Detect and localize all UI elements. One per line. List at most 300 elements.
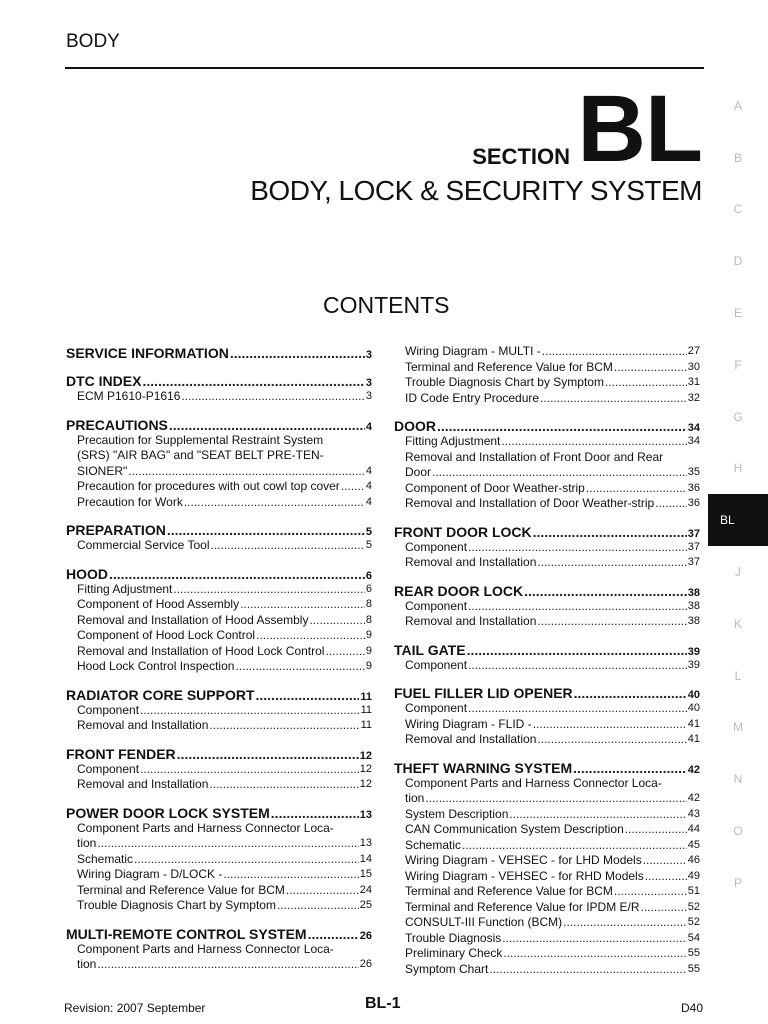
- toc-entry[interactable]: [405, 658, 700, 674]
- toc-entry[interactable]: [405, 701, 700, 717]
- toc-entry-title: Commercial Service Tool: [77, 538, 210, 552]
- toc-entry[interactable]: [405, 791, 700, 807]
- toc-page-number: 38: [687, 586, 700, 599]
- toc-entry[interactable]: [405, 838, 700, 854]
- toc-page-number: 52: [687, 900, 700, 913]
- dot-leader: [509, 807, 686, 823]
- section-tab-o[interactable]: O: [733, 824, 743, 839]
- header-label: BODY: [66, 31, 120, 52]
- toc-section-heading[interactable]: [66, 415, 372, 433]
- toc-entry[interactable]: [405, 822, 700, 838]
- toc-page-number: 25: [359, 899, 372, 911]
- toc-entry[interactable]: [77, 597, 372, 613]
- toc-section: [66, 343, 372, 361]
- toc-entry-title: Removal and Installation: [77, 777, 209, 791]
- toc-entry[interactable]: [405, 884, 700, 900]
- toc-entry[interactable]: [405, 599, 700, 615]
- toc-section: [66, 564, 372, 675]
- dot-leader: [573, 760, 687, 776]
- dot-leader: [235, 659, 364, 675]
- toc-entry[interactable]: [405, 465, 700, 481]
- toc-entry[interactable]: [77, 613, 372, 629]
- toc-entry-text-line: Component Parts and Harness Connector Loca-: [77, 820, 334, 835]
- toc-page-number: 6: [365, 569, 372, 582]
- toc-entry[interactable]: [77, 703, 372, 719]
- section-code: BL: [577, 76, 702, 182]
- dot-leader: [184, 495, 365, 511]
- toc-right-column: [394, 344, 700, 977]
- toc-entry[interactable]: [77, 898, 372, 914]
- toc-entry-title: Component: [77, 761, 140, 776]
- dot-leader: [537, 732, 686, 748]
- section-tab-e[interactable]: E: [733, 306, 742, 321]
- toc-page-number: 24: [359, 883, 372, 896]
- toc-section-heading[interactable]: [66, 564, 372, 582]
- dot-leader: [574, 685, 687, 701]
- dot-leader: [537, 614, 686, 630]
- toc-page-number: 11: [360, 690, 372, 703]
- header-rule: [65, 67, 704, 69]
- toc-entry-title: Component of Hood Assembly: [77, 597, 240, 611]
- toc-section-title: PRECAUTIONS: [66, 416, 168, 433]
- toc-page-number: 26: [359, 929, 372, 942]
- toc-section-title: MULTI-REMOTE CONTROL SYSTEM: [66, 925, 307, 942]
- toc-page-number: 40: [687, 689, 700, 701]
- toc-entry[interactable]: [405, 807, 700, 823]
- toc-page-number: 3: [365, 377, 372, 389]
- toc-entry-title: Component: [405, 598, 468, 613]
- toc-entry[interactable]: [77, 867, 372, 883]
- section-tab-j[interactable]: J: [735, 565, 741, 580]
- section-title: BODY, LOCK & SECURITY SYSTEM: [250, 175, 702, 206]
- toc-entry-title: Trouble Diagnosis Chart by Symptom: [405, 375, 604, 389]
- toc-entry[interactable]: [405, 946, 700, 962]
- toc-page-number: 30: [687, 360, 700, 373]
- dot-leader: [625, 822, 687, 838]
- toc-page-number: 14: [359, 852, 372, 865]
- toc-page-number: 41: [687, 717, 700, 730]
- toc-entry[interactable]: [405, 344, 700, 360]
- toc-page-number: 43: [687, 807, 700, 820]
- toc-section: [394, 416, 700, 512]
- toc-page-number: 5: [365, 539, 372, 551]
- dot-leader: [468, 540, 687, 556]
- dot-leader: [271, 805, 359, 821]
- section-tab-n[interactable]: N: [733, 772, 743, 787]
- dot-leader: [240, 597, 365, 613]
- toc-section: [66, 924, 372, 973]
- toc-page-number: 27: [687, 345, 700, 357]
- toc-section-heading[interactable]: [66, 744, 372, 762]
- toc-entry-title: Component: [405, 539, 468, 554]
- toc-section: [394, 640, 700, 674]
- toc-page-number: 42: [687, 763, 700, 776]
- toc-section: [66, 415, 372, 511]
- dot-leader: [645, 869, 687, 885]
- dot-leader: [325, 644, 364, 660]
- toc-section-heading[interactable]: [66, 803, 372, 821]
- toc-section-heading[interactable]: [66, 924, 372, 942]
- section-tab-c[interactable]: C: [733, 202, 743, 217]
- dot-leader: [308, 926, 359, 942]
- toc-page-number: 37: [687, 527, 700, 540]
- dot-leader: [277, 898, 359, 914]
- section-tab-m[interactable]: M: [733, 720, 743, 735]
- toc-section: [66, 803, 372, 914]
- toc-entry-title: Removal and Installation: [405, 614, 537, 628]
- dot-leader: [140, 762, 359, 778]
- toc-entry-title: Removal and Installation: [405, 732, 537, 746]
- toc-entry[interactable]: [405, 900, 700, 916]
- dot-leader: [467, 642, 687, 658]
- toc-entry[interactable]: [405, 496, 700, 512]
- toc-entry-title: tion: [77, 836, 97, 850]
- toc-left-column: [66, 343, 372, 973]
- dot-leader: [533, 524, 687, 540]
- toc-entry[interactable]: [77, 479, 372, 495]
- toc-page-number: 34: [687, 435, 700, 447]
- toc-entry[interactable]: [405, 540, 700, 556]
- toc-page-number: 12: [359, 778, 372, 790]
- toc-entry[interactable]: [405, 360, 700, 376]
- toc-section-title: FRONT FENDER: [66, 745, 176, 762]
- toc-entry[interactable]: [405, 614, 700, 630]
- toc-entry-text-line: Precaution for Supplemental Restraint System: [77, 432, 324, 447]
- toc-page-number: 9: [365, 660, 372, 672]
- toc-entry[interactable]: [77, 582, 372, 598]
- toc-entry-title: Component: [405, 701, 468, 715]
- toc-page-number: 46: [687, 854, 700, 866]
- toc-section-title: DTC INDEX: [66, 373, 142, 389]
- toc-section-heading[interactable]: [394, 758, 700, 776]
- dot-leader: [256, 628, 365, 644]
- section-tab-h[interactable]: H: [733, 461, 743, 476]
- toc-entry-title: Component of Hood Lock Control: [77, 628, 256, 642]
- toc-entry-title: Schematic: [77, 851, 134, 866]
- toc-entry-title: tion: [77, 957, 97, 971]
- dot-leader: [341, 479, 365, 495]
- dot-leader: [256, 687, 360, 703]
- section-tab-p[interactable]: P: [733, 875, 742, 890]
- dot-leader: [614, 884, 687, 900]
- toc-page-number: 8: [365, 598, 372, 610]
- section-tab-l[interactable]: L: [734, 668, 742, 683]
- toc-page-number: 55: [687, 962, 700, 975]
- toc-entry[interactable]: [405, 481, 700, 497]
- toc-page-number: 13: [359, 837, 372, 849]
- toc-section-title: REAR DOOR LOCK: [394, 582, 524, 599]
- toc-section: [66, 744, 372, 793]
- toc-entry[interactable]: [405, 869, 700, 885]
- dot-leader: [223, 867, 358, 883]
- toc-entry-title: tion: [405, 791, 425, 805]
- toc-entry-title: Wiring Diagram - VEHSEC - for RHD Models: [405, 868, 644, 883]
- toc-page-number: 37: [687, 556, 700, 568]
- toc-page-number: 11: [360, 719, 372, 731]
- dot-leader: [462, 838, 687, 854]
- toc-page-number: 4: [365, 420, 372, 433]
- toc-entry[interactable]: [77, 628, 372, 644]
- section-tab-d[interactable]: D: [733, 254, 743, 269]
- toc-entry[interactable]: [405, 732, 700, 748]
- toc-page-number: 3: [365, 349, 372, 361]
- toc-page-number: 12: [359, 762, 372, 775]
- toc-entry-title: Door: [405, 465, 432, 479]
- footer-page-number: BL-1: [365, 995, 401, 1012]
- toc-entry[interactable]: [77, 718, 372, 734]
- section-tab-a[interactable]: A: [733, 98, 742, 113]
- dot-leader: [134, 852, 359, 868]
- toc-page-number: 13: [359, 808, 372, 821]
- toc-page-number: 44: [687, 823, 700, 835]
- toc-entry[interactable]: [77, 644, 372, 660]
- toc-entry-title: Removal and Installation of Door Weather-strip: [405, 496, 655, 510]
- dot-leader: [655, 496, 687, 512]
- toc-entry-title: System Description: [405, 806, 509, 821]
- toc-page-number: 6: [365, 582, 372, 595]
- toc-entry-title: Component of Door Weather-strip: [405, 480, 585, 495]
- toc-entry-title: CAN Communication System Description: [405, 822, 624, 836]
- toc-entry[interactable]: [77, 538, 372, 554]
- toc-page-number: 41: [687, 733, 700, 745]
- toc-entry-title: Fitting Adjustment: [77, 581, 173, 596]
- toc-entry-title: Symptom Chart: [405, 961, 489, 976]
- toc-page-number: 42: [687, 792, 700, 804]
- toc-entry-text-line: Component Parts and Harness Connector Loca-: [77, 941, 334, 956]
- toc-entry[interactable]: [405, 555, 700, 571]
- dot-leader: [128, 464, 365, 480]
- toc-section-heading[interactable]: [394, 581, 700, 599]
- dot-leader: [542, 344, 687, 360]
- dot-leader: [286, 883, 359, 899]
- toc-entry-title: Schematic: [405, 837, 462, 852]
- dot-leader: [503, 946, 686, 962]
- toc-entry-title: Terminal and Reference Value for BCM: [77, 882, 285, 897]
- toc-entry[interactable]: [405, 391, 700, 407]
- toc-section-title: HOOD: [66, 565, 108, 582]
- dot-leader: [97, 836, 358, 852]
- toc-section: [394, 344, 700, 406]
- toc-section-title: FRONT DOOR LOCK: [394, 523, 532, 540]
- section-tab-bl[interactable]: BL: [708, 494, 768, 546]
- toc-section-title: SERVICE INFORMATION: [66, 345, 229, 361]
- dot-leader: [142, 373, 364, 389]
- dot-leader: [169, 417, 365, 433]
- toc-page-number: 35: [687, 466, 700, 478]
- toc-page-number: 8: [365, 613, 372, 626]
- dot-leader: [432, 465, 687, 481]
- dot-leader: [468, 658, 687, 674]
- dot-leader: [468, 599, 687, 615]
- toc-section-title: POWER DOOR LOCK SYSTEM: [66, 804, 270, 821]
- toc-page-number: 45: [687, 838, 700, 851]
- toc-section-title: RADIATOR CORE SUPPORT: [66, 686, 255, 703]
- toc-entry-title: Precaution for Work: [77, 494, 183, 509]
- toc-page-number: 36: [687, 497, 700, 509]
- toc-section-title: FUEL FILLER LID OPENER: [394, 685, 573, 701]
- footer-revision: Revision: 2007 September: [64, 1001, 206, 1015]
- toc-page-number: 49: [687, 869, 700, 882]
- toc-entry[interactable]: [77, 777, 372, 793]
- toc-section-heading[interactable]: [394, 416, 700, 434]
- dot-leader: [524, 583, 687, 599]
- footer-model: D40: [681, 1001, 704, 1015]
- toc-section: [394, 758, 700, 978]
- dot-leader: [533, 717, 687, 733]
- toc-entry-title: Removal and Installation: [405, 555, 537, 569]
- toc-page-number: 3: [365, 390, 372, 402]
- toc-entry[interactable]: [77, 957, 372, 973]
- toc-entry-title: Terminal and Reference Value for IPDM E/R: [405, 899, 640, 914]
- toc-page-number: 12: [359, 749, 372, 762]
- toc-entry[interactable]: [77, 659, 372, 675]
- toc-entry-title: Removal and Installation: [77, 718, 209, 732]
- toc-page-number: 15: [359, 868, 372, 880]
- toc-section-heading[interactable]: [394, 640, 700, 658]
- dot-leader: [643, 853, 687, 869]
- dot-leader: [437, 418, 687, 434]
- toc-section: [66, 520, 372, 554]
- toc-entry-title: Trouble Diagnosis: [405, 930, 502, 945]
- toc-entry-title: Component: [77, 702, 140, 717]
- dot-leader: [173, 582, 364, 598]
- dot-leader: [425, 791, 686, 807]
- toc-section-heading[interactable]: [66, 343, 372, 361]
- section-tab-k[interactable]: K: [733, 616, 742, 631]
- toc-entry[interactable]: [405, 434, 700, 450]
- toc-entry-title: CONSULT-III Function (BCM): [405, 915, 563, 929]
- toc-entry[interactable]: [77, 389, 372, 405]
- toc-section-heading[interactable]: [66, 685, 372, 703]
- toc-page-number: 54: [687, 931, 700, 944]
- dot-leader: [586, 481, 687, 497]
- toc-page-number: 51: [687, 885, 700, 897]
- toc-page-number: 4: [365, 495, 372, 508]
- toc-section: [66, 371, 372, 405]
- toc-page-number: 55: [687, 947, 700, 959]
- dot-leader: [537, 555, 686, 571]
- toc-entry-text-line: Component Parts and Harness Connector Loca-: [405, 775, 662, 790]
- toc-section-title: PREPARATION: [66, 522, 166, 538]
- toc-entry-title: Wiring Diagram - D/LOCK -: [77, 867, 223, 881]
- toc-page-number: 38: [687, 615, 700, 627]
- toc-entry-title: Wiring Diagram - FLID -: [405, 716, 532, 731]
- toc-page-number: 5: [365, 526, 372, 538]
- toc-entry[interactable]: [77, 762, 372, 778]
- toc-entry-text-line: (SRS) "AIR BAG" and "SEAT BELT PRE-TEN-: [77, 448, 324, 462]
- dot-leader: [468, 701, 687, 717]
- toc-entry-title: Fitting Adjustment: [405, 434, 501, 448]
- toc-page-number: 4: [365, 480, 372, 492]
- toc-entry-title: ID Code Entry Procedure: [405, 390, 540, 405]
- toc-section: [394, 683, 700, 748]
- dot-leader: [167, 522, 365, 538]
- toc-entry-title: Precaution for procedures with out cowl top cover: [77, 479, 340, 493]
- toc-section: [394, 522, 700, 571]
- dot-leader: [563, 915, 687, 931]
- dot-leader: [209, 718, 359, 734]
- toc-entry[interactable]: [405, 931, 700, 947]
- dot-leader: [614, 360, 687, 376]
- toc-entry[interactable]: [77, 495, 372, 511]
- toc-entry[interactable]: [405, 375, 700, 391]
- toc-entry[interactable]: [405, 915, 700, 931]
- toc-section-heading[interactable]: [394, 522, 700, 540]
- dot-leader: [209, 777, 358, 793]
- toc-page-number: 36: [687, 481, 700, 494]
- dot-leader: [605, 375, 687, 391]
- toc-page-number: 31: [687, 376, 700, 388]
- toc-entry[interactable]: [405, 962, 700, 978]
- dot-leader: [641, 900, 687, 916]
- toc-page-number: 38: [687, 599, 700, 612]
- toc-section-heading[interactable]: [66, 520, 372, 538]
- toc-entry-title: SIONER": [77, 463, 128, 478]
- contents-title: CONTENTS: [323, 292, 450, 318]
- toc-page-number: 39: [687, 645, 700, 658]
- toc-entry[interactable]: [405, 853, 700, 869]
- toc-section-title: THEFT WARNING SYSTEM: [394, 759, 573, 776]
- toc-page-number: 37: [687, 540, 700, 553]
- toc-page-number: 32: [687, 391, 700, 404]
- toc-section-title: DOOR: [394, 418, 436, 434]
- dot-leader: [502, 931, 686, 947]
- dot-leader: [501, 434, 686, 450]
- toc-page-number: 39: [687, 658, 700, 671]
- toc-page-number: 4: [365, 464, 372, 477]
- toc-entry-title: Component: [405, 657, 468, 672]
- toc-entry-title: Removal and Installation of Hood Assembly: [77, 612, 309, 627]
- toc-entry-title: ECM P1610-P1616: [77, 389, 181, 403]
- section-word: SECTION: [472, 144, 570, 169]
- section-tab-b[interactable]: B: [733, 150, 742, 165]
- dot-leader: [140, 703, 360, 719]
- toc-page-number: 26: [359, 958, 372, 970]
- toc-page-number: 9: [365, 644, 372, 657]
- toc-entry-title: Terminal and Reference Value for BCM: [405, 884, 613, 898]
- toc-section-heading[interactable]: [66, 371, 372, 389]
- dot-leader: [97, 957, 358, 973]
- toc-entry-title: Removal and Installation of Hood Lock Control: [77, 643, 325, 658]
- toc-entry[interactable]: [77, 464, 372, 480]
- section-tab-g[interactable]: G: [733, 409, 743, 424]
- toc-entry-title: Hood Lock Control Inspection: [77, 659, 235, 673]
- toc-entry-title: Trouble Diagnosis Chart by Symptom: [77, 898, 276, 912]
- toc-entry-title: Wiring Diagram - VEHSEC - for LHD Models: [405, 853, 642, 867]
- section-tab-f[interactable]: F: [734, 357, 742, 372]
- toc-section-title: TAIL GATE: [394, 641, 466, 658]
- toc-section-heading[interactable]: [394, 683, 700, 701]
- toc-page-number: 11: [360, 703, 372, 716]
- toc-entry-title: Wiring Diagram - MULTI -: [405, 344, 541, 358]
- toc-page-number: 34: [687, 422, 700, 434]
- toc-entry[interactable]: [77, 852, 372, 868]
- dot-leader: [230, 345, 365, 361]
- dot-leader: [211, 538, 365, 554]
- dot-leader: [489, 962, 686, 978]
- dot-leader: [181, 389, 364, 405]
- dot-leader: [109, 566, 365, 582]
- toc-entry[interactable]: [77, 883, 372, 899]
- dot-leader: [540, 391, 687, 407]
- toc-entry-text-line: Removal and Installation of Front Door and Rear: [405, 449, 664, 464]
- section-tabs: [708, 80, 768, 909]
- toc-entry-title: Terminal and Reference Value for BCM: [405, 359, 613, 374]
- toc-entry-title: Preliminary Check: [405, 946, 503, 960]
- dot-leader: [177, 746, 359, 762]
- toc-entry[interactable]: [77, 836, 372, 852]
- toc-entry[interactable]: [405, 717, 700, 733]
